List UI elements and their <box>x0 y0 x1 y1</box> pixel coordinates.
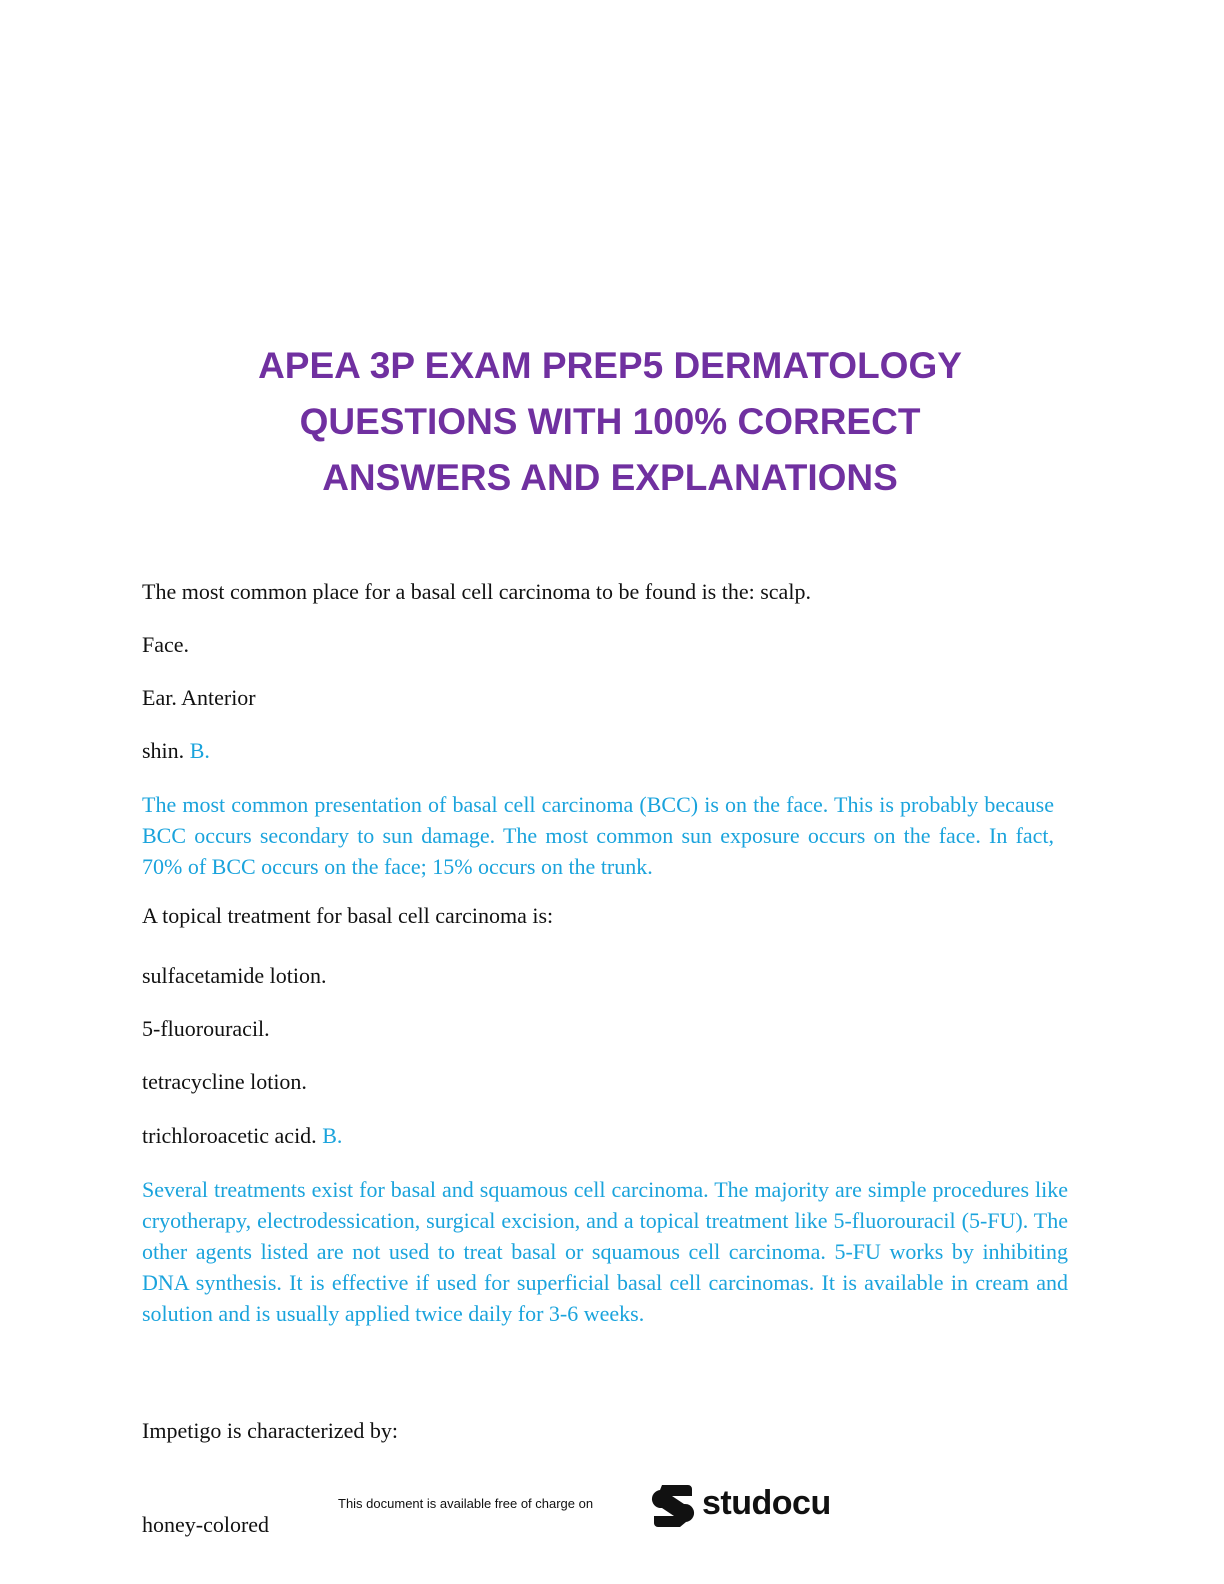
title-line-1: APEA 3P EXAM PREP5 DERMATOLOGY <box>258 345 962 386</box>
question-2-option-a: sulfacetamide lotion. <box>142 963 327 988</box>
footer-notice: This document is available free of charge on <box>338 1496 594 1511</box>
question-1-answer: B. <box>189 738 210 763</box>
studocu-footer[interactable] <box>338 1478 858 1534</box>
question-3-option-a: honey-colored <box>142 1512 270 1537</box>
question-2-answer: B. <box>322 1123 343 1148</box>
studocu-logo-text: studocu <box>702 1484 831 1522</box>
question-2-option-c: tetracycline lotion. <box>142 1069 307 1094</box>
question-2-option-b: 5-fluorouracil. <box>142 1016 270 1041</box>
question-1-option-c-text: shin. <box>142 738 185 763</box>
question-1: The most common place for a basal cell carcinoma to be found is the: scalp. <box>142 579 811 604</box>
document-title <box>150 338 1070 506</box>
question-2-option-d-text: trichloroacetic acid. <box>142 1123 317 1148</box>
question-1-option-c <box>142 735 210 766</box>
question-1-option-a: Face. <box>142 632 190 657</box>
question-2: A topical treatment for basal cell carcinoma is: <box>142 903 554 928</box>
question-2-explanation: Several treatments exist for basal and squamous cell carcinoma. The majority are simple procedures like cryotherapy, electrodessication, surgical excision, and a topical treatment like 5-fluorouracil (5-FU). The other agents listed are not used to treat basal or squamous cell carcinoma. 5-FU works by inhibiting DNA synthesis. It is effective if used for superficial basal cell carcinomas. It is available in cream and solution and is usually applied twice daily for 3-6 weeks. <box>142 1177 1068 1326</box>
question-1-option-b: Ear. Anterior <box>142 685 256 710</box>
studocu-logo-icon <box>650 1482 696 1530</box>
question-2-option-d <box>142 1120 342 1151</box>
title-line-2: QUESTIONS WITH 100% CORRECT <box>299 401 921 442</box>
question-1-explanation: The most common presentation of basal cell carcinoma (BCC) is on the face. This is probably because BCC occurs secondary to sun damage. The most common sun exposure occurs on the face. In fact, 70% of BCC occurs on the face; 15% occurs on the trunk. <box>142 792 1054 879</box>
title-line-3: ANSWERS AND EXPLANATIONS <box>322 457 898 498</box>
question-3: Impetigo is characterized by: <box>142 1418 398 1443</box>
